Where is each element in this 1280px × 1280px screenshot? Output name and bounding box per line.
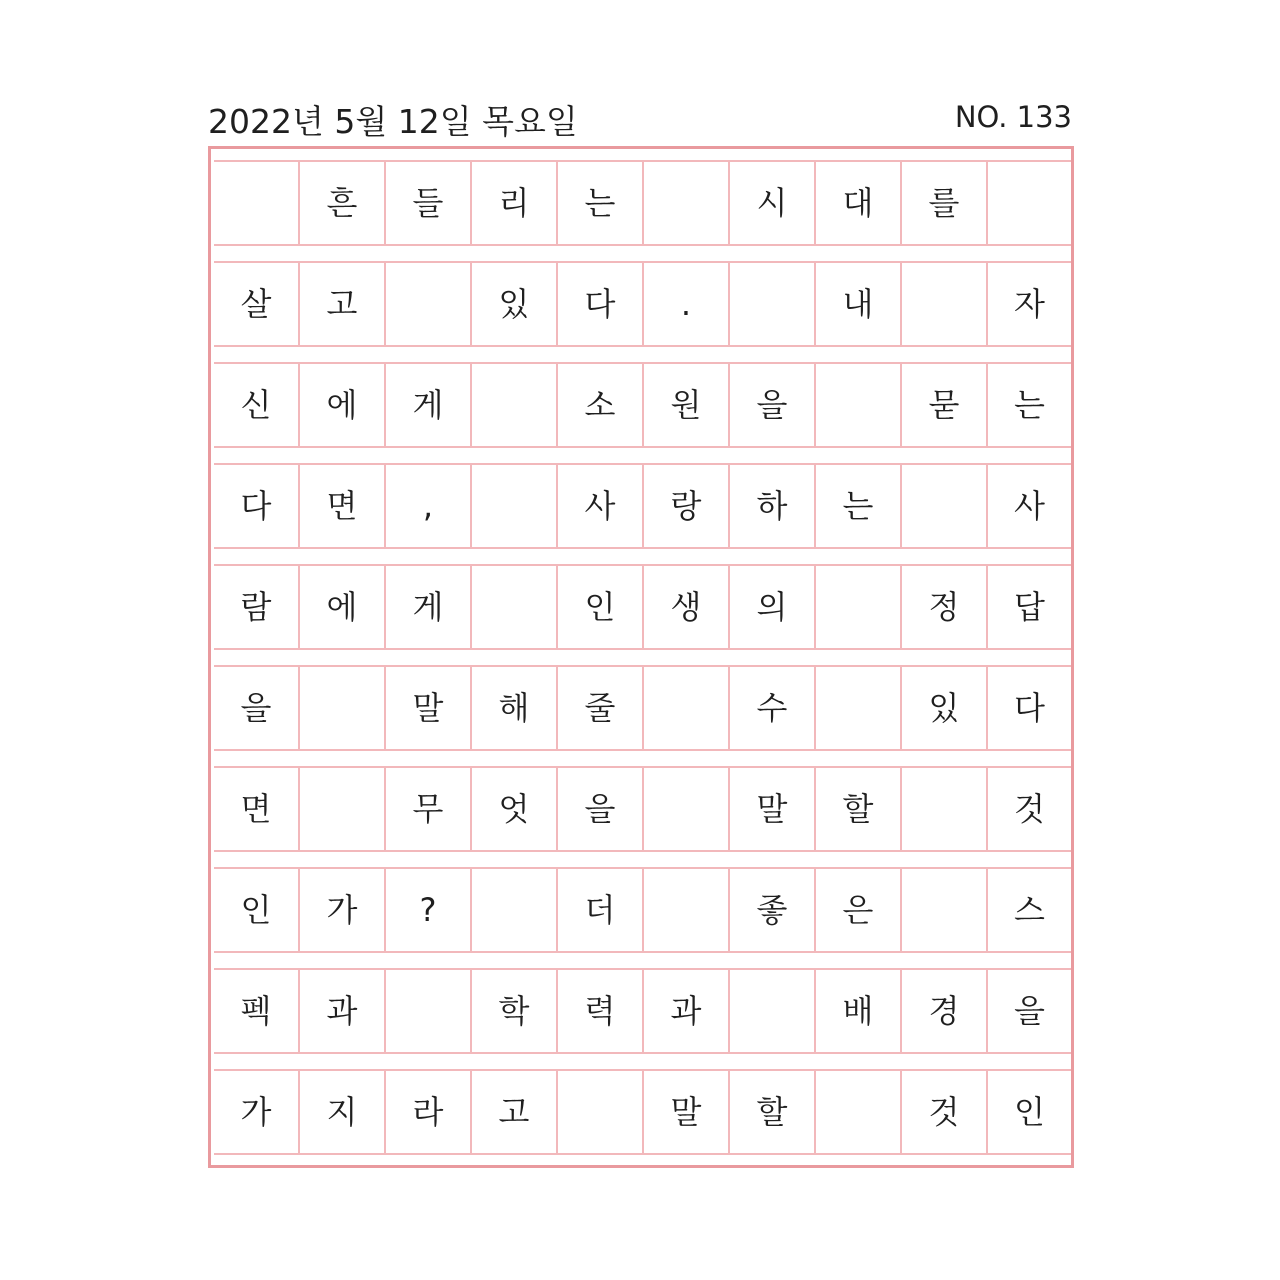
grid-cell [472, 566, 558, 648]
grid-cell: 엇 [472, 768, 558, 850]
grid-cell: 에 [300, 364, 386, 446]
grid-cell [988, 162, 1071, 244]
grid-cell: 은 [816, 869, 902, 951]
grid-cell [816, 667, 902, 749]
grid-cell: 배 [816, 970, 902, 1052]
grid-cell: 살 [214, 263, 300, 345]
grid-cell: 지 [300, 1071, 386, 1153]
grid-cell: 시 [730, 162, 816, 244]
grid-cell: 을 [1014, 992, 1045, 1030]
grid-cell: 할 [730, 1071, 816, 1153]
grid-cell: . [644, 263, 730, 345]
grid-cell [902, 263, 988, 345]
grid-cell: 고 [472, 1071, 558, 1153]
grid-row [214, 766, 1071, 852]
grid-cell [386, 970, 472, 1052]
grid-cell: 들 [386, 162, 472, 244]
grid-cell: 답 [1014, 588, 1045, 626]
grid-cell: 대 [816, 162, 902, 244]
grid-cell: 사 [1014, 487, 1045, 525]
grid-row [214, 867, 1071, 953]
grid-cell: 있 [902, 667, 988, 749]
grid-cell: 더 [558, 869, 644, 951]
grid-cell [300, 768, 386, 850]
grid-cell: 원 [644, 364, 730, 446]
grid-cell: 정 [902, 566, 988, 648]
grid-cell: 해 [472, 667, 558, 749]
grid-cell [472, 869, 558, 951]
grid-cell [730, 970, 816, 1052]
grid-row [214, 665, 1071, 751]
grid-cell: 과 [300, 970, 386, 1052]
manuscript-grid [208, 146, 1074, 1168]
grid-cell: 인 [214, 869, 300, 951]
grid-cell [644, 667, 730, 749]
grid-cell: 고 [300, 263, 386, 345]
grid-cell: 말 [730, 768, 816, 850]
diary-header [208, 92, 1072, 144]
grid-cell: 과 [644, 970, 730, 1052]
grid-cell: 흔 [300, 162, 386, 244]
grid-cell: 줄 [558, 667, 644, 749]
grid-cell: 랑 [644, 465, 730, 547]
grid-cell: 라 [386, 1071, 472, 1153]
grid-cell: 자 [1014, 285, 1045, 323]
grid-cell: ? [386, 869, 472, 951]
grid-row [214, 1069, 1071, 1155]
grid-cell [644, 768, 730, 850]
grid-cell [902, 869, 988, 951]
grid-cell: 게 [386, 566, 472, 648]
grid-cell: 스 [1014, 891, 1045, 929]
grid-cell: 신 [214, 364, 300, 446]
grid-row [214, 160, 1071, 246]
grid-row [214, 261, 1071, 347]
grid-cell: 을 [730, 364, 816, 446]
grid-cell: 생 [644, 566, 730, 648]
grid-cell: 면 [300, 465, 386, 547]
grid-cell [386, 263, 472, 345]
grid-cell: 사 [558, 465, 644, 547]
grid-cell [816, 566, 902, 648]
grid-cell: 좋 [730, 869, 816, 951]
grid-cell [816, 1071, 902, 1153]
page-number: NO. 133 [954, 100, 1072, 134]
grid-cell: 는 [816, 465, 902, 547]
grid-cell [816, 364, 902, 446]
grid-cell: 다 [558, 263, 644, 345]
grid-cell: 경 [902, 970, 988, 1052]
grid-cell [472, 465, 558, 547]
grid-cell [730, 263, 816, 345]
grid-cell: 에 [300, 566, 386, 648]
grid-cell [558, 1071, 644, 1153]
date-label: 2022년 5월 12일 목요일 [208, 102, 578, 141]
grid-cell: 다 [1014, 689, 1045, 727]
grid-cell: 게 [386, 364, 472, 446]
grid-cell: 무 [386, 768, 472, 850]
grid-cell [472, 364, 558, 446]
grid-cell: 것 [902, 1071, 988, 1153]
grid-cell: 을 [214, 667, 300, 749]
grid-cell: 하 [730, 465, 816, 547]
grid-cell: 는 [558, 162, 644, 244]
grid-cell: 할 [816, 768, 902, 850]
grid-row [214, 463, 1071, 549]
grid-cell: 인 [558, 566, 644, 648]
grid-cell: 말 [386, 667, 472, 749]
grid-cell: 가 [214, 1071, 300, 1153]
grid-cell: 가 [300, 869, 386, 951]
grid-cell: 력 [558, 970, 644, 1052]
grid-cell: 람 [214, 566, 300, 648]
grid-cell [644, 162, 730, 244]
grid-row [214, 362, 1071, 448]
grid-cell: 을 [558, 768, 644, 850]
grid-cell: 펙 [214, 970, 300, 1052]
grid-row [214, 564, 1071, 650]
grid-cell: 는 [1014, 386, 1045, 424]
grid-cell [902, 465, 988, 547]
grid-cell: 것 [1014, 790, 1045, 828]
grid-cell [214, 162, 300, 244]
grid-cell: 를 [902, 162, 988, 244]
grid-cell: 면 [214, 768, 300, 850]
grid-cell [300, 667, 386, 749]
grid-cell: 말 [644, 1071, 730, 1153]
grid-cell: 의 [730, 566, 816, 648]
grid-cell: , [386, 465, 472, 547]
grid-row [214, 968, 1071, 1054]
grid-cell: 소 [558, 364, 644, 446]
grid-cell: 묻 [902, 364, 988, 446]
grid-cell: 수 [730, 667, 816, 749]
grid-cell: 있 [472, 263, 558, 345]
grid-cell: 다 [214, 465, 300, 547]
grid-cell: 인 [1014, 1093, 1045, 1131]
grid-cell: 학 [472, 970, 558, 1052]
grid-cell: 리 [472, 162, 558, 244]
grid-cell [902, 768, 988, 850]
grid-cell: 내 [816, 263, 902, 345]
grid-cell [644, 869, 730, 951]
